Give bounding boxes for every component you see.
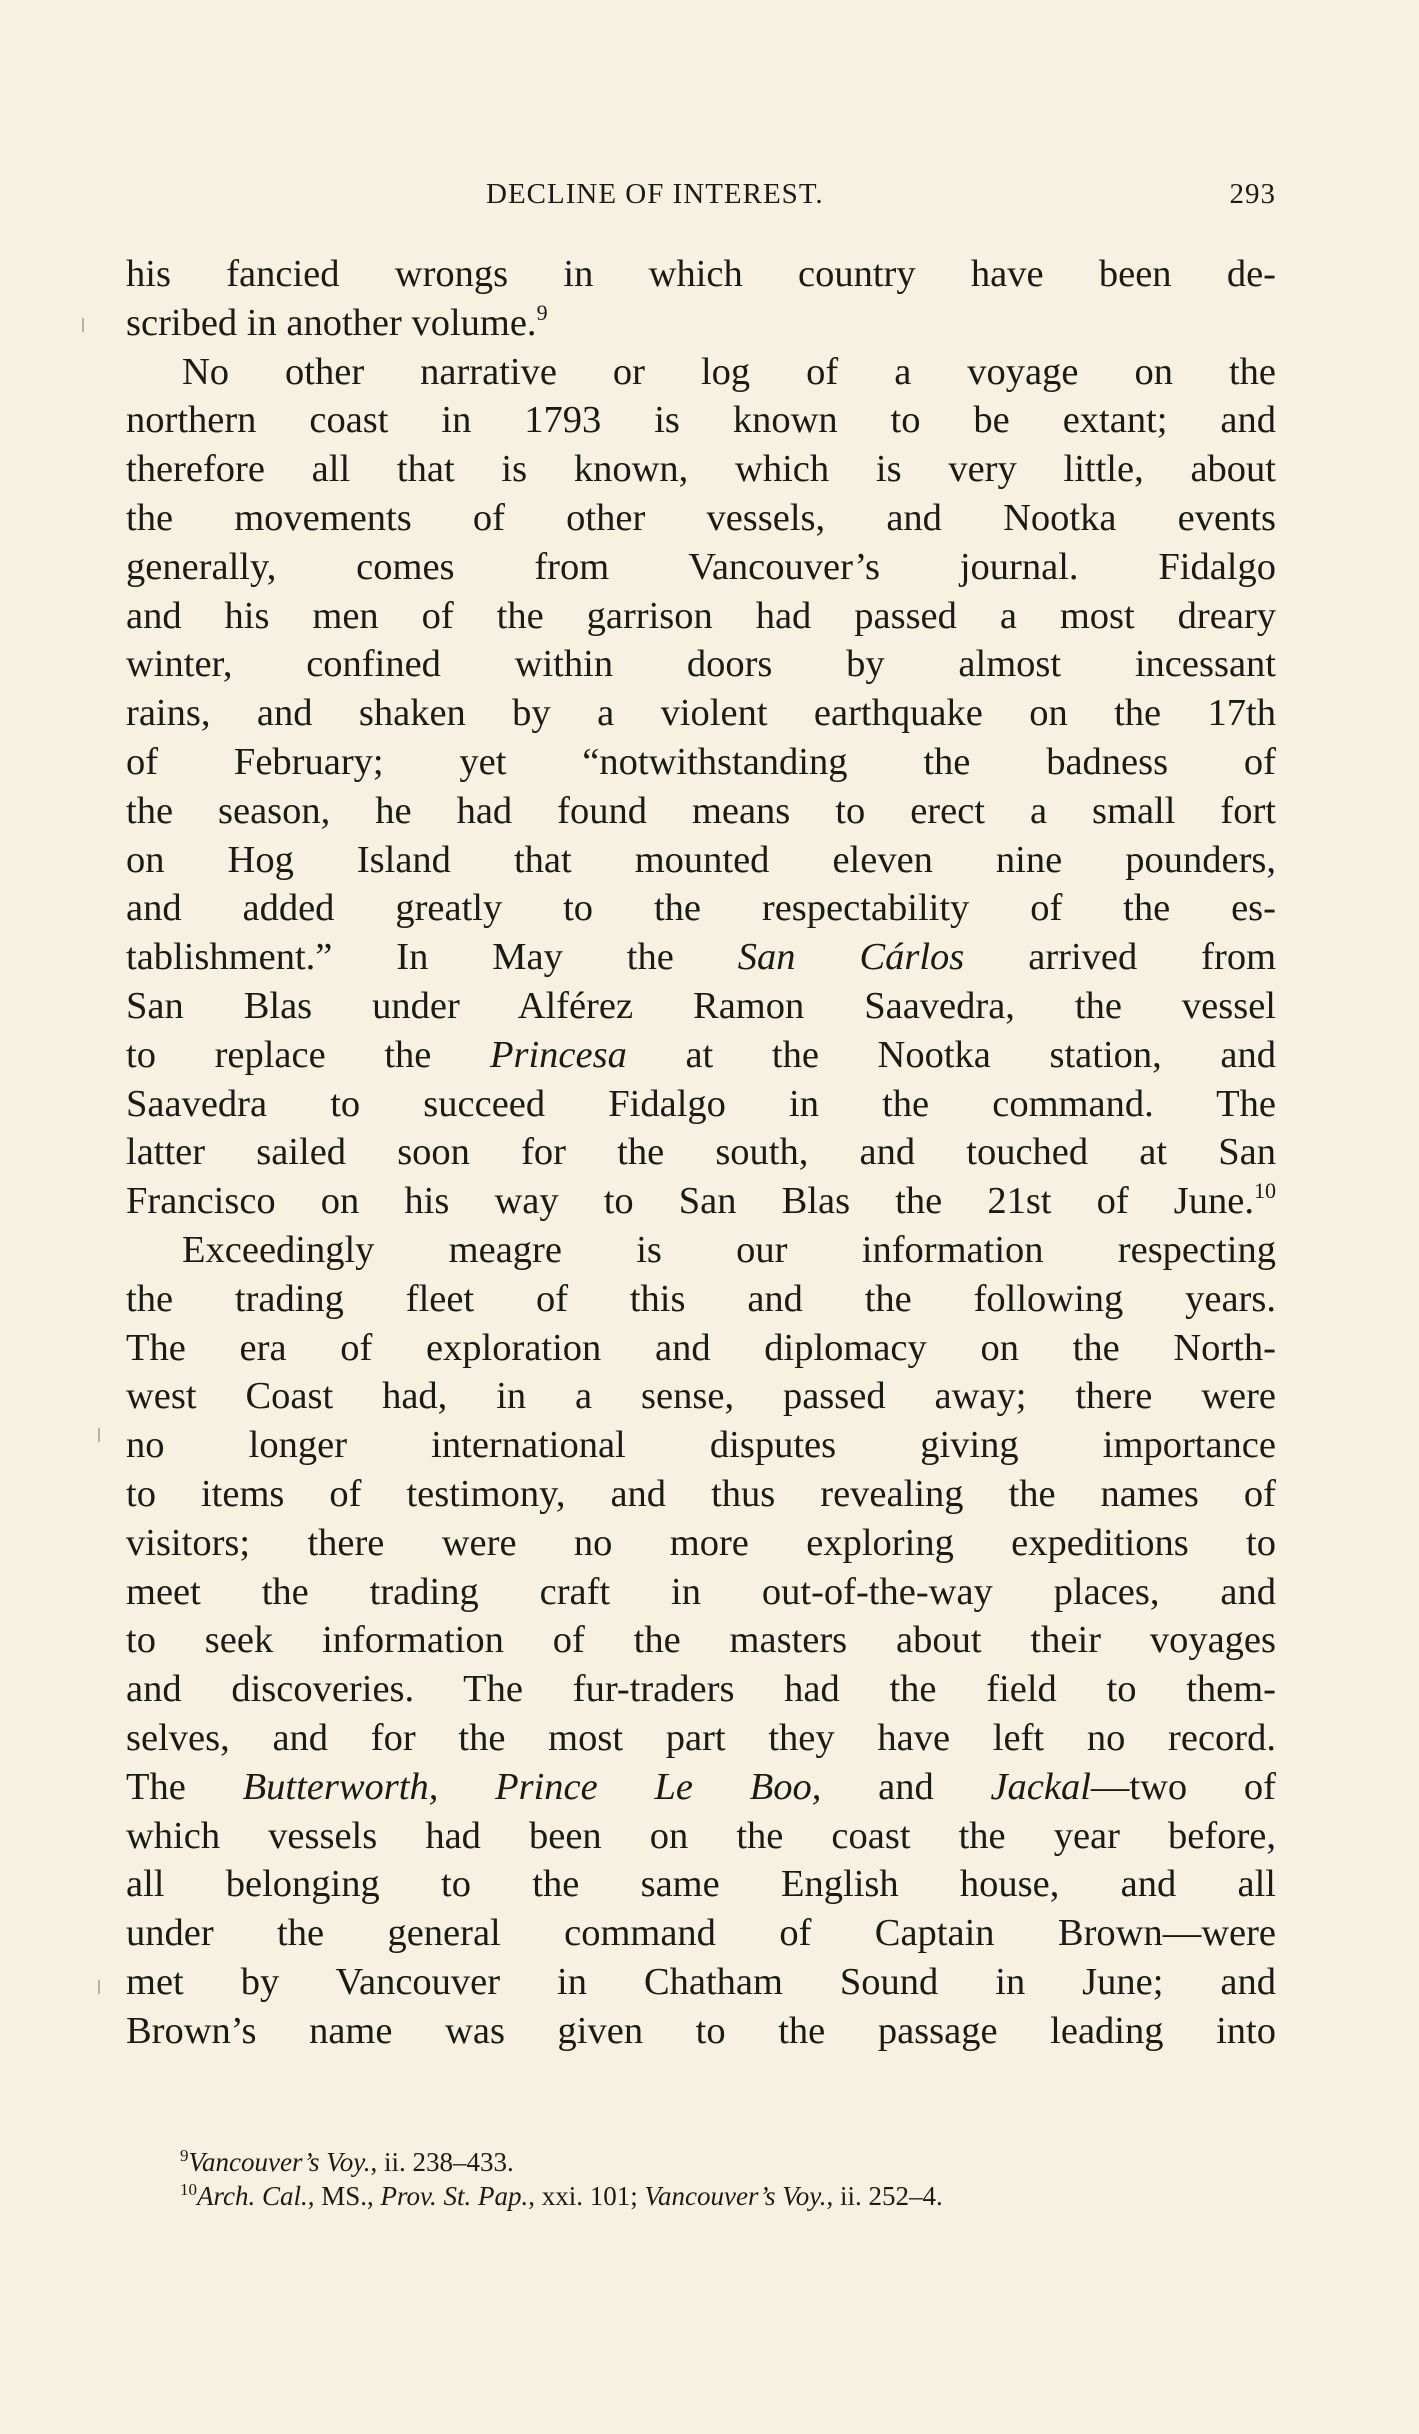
footnote-marker: 10 (1254, 1178, 1276, 1204)
text-run: at the Nootka station, and (626, 1033, 1276, 1076)
text-line (126, 250, 1276, 299)
text-line (126, 1080, 1276, 1129)
text-line (126, 1763, 1276, 1812)
text-run: on Hog Island that mounted eleven nine pounders, (126, 838, 1276, 881)
text-run: , ii. 252–4. (826, 2181, 943, 2211)
text-line (126, 836, 1276, 885)
text-line (126, 787, 1276, 836)
italic-text: Princesa (489, 1033, 627, 1076)
text-line (126, 1519, 1276, 1568)
footnote (180, 2145, 1180, 2179)
text-line (126, 640, 1276, 689)
text-line (126, 933, 1276, 982)
text-line (126, 1568, 1276, 1617)
margin-mark (98, 1980, 100, 1994)
text-line (126, 689, 1276, 738)
text-run: Saavedra to succeed Fidalgo in the command. The (126, 1082, 1276, 1125)
text-run: San Blas under Alférez Ramon Saavedra, the vessel (126, 984, 1276, 1027)
text-run: The (126, 1765, 243, 1808)
text-run: rains, and shaken by a violent earthquake on the 17th (126, 692, 1276, 735)
text-line (126, 1714, 1276, 1763)
text-run: visitors; there were no more exploring expeditions to (126, 1521, 1276, 1564)
page-number: 293 (1229, 178, 1276, 210)
text-line (126, 1177, 1276, 1226)
text-run: west Coast had, in a sense, passed away; there were (126, 1375, 1276, 1418)
text-run: no longer international disputes giving importance (126, 1424, 1276, 1467)
text-line (126, 1128, 1276, 1177)
text-run: northern coast in 1793 is known to be extant; and (126, 399, 1276, 442)
text-run: arrived from (964, 936, 1277, 979)
text-line (126, 1324, 1276, 1373)
italic-text: San Cárlos (737, 936, 965, 979)
text-line (126, 1616, 1276, 1665)
text-line (126, 1812, 1276, 1861)
text-run: meet the trading craft in out-of-the-way places, and (126, 1570, 1276, 1613)
text-run: selves, and for the most part they have left no record. (126, 1716, 1276, 1759)
text-line (126, 1470, 1276, 1519)
text-run: , ii. 238–433. (370, 2147, 514, 2177)
text-run: Exceedingly meagre is our information respecting (182, 1228, 1276, 1271)
text-line (126, 884, 1276, 933)
text-line (126, 1226, 1276, 1275)
text-run: and (821, 1765, 991, 1808)
text-run: met by Vancouver in Chatham Sound in June; and (126, 1960, 1276, 2003)
text-run: and added greatly to the respectability of the es- (126, 887, 1276, 930)
italic-text: Jackal (990, 1765, 1091, 1808)
italic-text: Vancouver’s Voy. (644, 2181, 827, 2211)
text-run: and his men of the garrison had passed a most dreary (126, 594, 1276, 637)
footnote-marker: 10 (180, 2180, 197, 2199)
text-line (126, 299, 1276, 348)
footnotes (180, 2145, 1180, 2213)
footnote-marker: 9 (180, 2146, 189, 2165)
text-run: winter, confined within doors by almost incessant (126, 643, 1276, 686)
text-line (126, 445, 1276, 494)
text-run: the trading fleet of this and the following years. (126, 1277, 1276, 1320)
footnote (180, 2179, 1180, 2213)
text-run: therefore all that is known, which is very little, about (126, 448, 1276, 491)
text-run: tablishment.” In May the (126, 936, 738, 979)
margin-mark (98, 1428, 100, 1442)
text-line (126, 1372, 1276, 1421)
italic-text: Butterworth, Prince Le Boo, (242, 1765, 822, 1808)
text-line (126, 543, 1276, 592)
text-run: his fancied wrongs in which country have been de- (126, 253, 1276, 295)
running-title: DECLINE OF INTEREST. (486, 178, 824, 210)
text-line (126, 396, 1276, 445)
margin-mark (82, 318, 84, 332)
text-run: and discoveries. The fur-traders had the field to them- (126, 1668, 1276, 1711)
text-run: Francisco on his way to San Blas the 21st of June. (126, 1180, 1254, 1223)
text-run: , MS., (307, 2181, 381, 2211)
text-line (126, 592, 1276, 641)
text-line (126, 1958, 1276, 2007)
text-line (126, 1275, 1276, 1324)
text-run: all belonging to the same English house, and all (126, 1863, 1276, 1906)
text-run: —two of (1090, 1765, 1276, 1808)
text-line (126, 1665, 1276, 1714)
text-line (126, 1031, 1276, 1080)
italic-text: Prov. St. Pap. (380, 2181, 529, 2211)
running-head (126, 178, 1276, 218)
italic-text: Arch. Cal. (197, 2181, 308, 2211)
text-line (126, 1909, 1276, 1958)
text-run: No other narrative or log of a voyage on the (182, 350, 1276, 393)
body-text (126, 250, 1276, 2055)
text-line (126, 1421, 1276, 1470)
text-run: Brown’s name was given to the passage leading into (126, 2009, 1276, 2052)
text-run: which vessels had been on the coast the year before, (126, 1814, 1276, 1857)
text-run: to seek information of the masters about their voyages (126, 1619, 1276, 1662)
text-run: of February; yet “notwithstanding the badness of (126, 740, 1276, 783)
text-run: latter sailed soon for the south, and touched at San (126, 1131, 1276, 1174)
text-run: generally, comes from Vancouver’s journal. Fidalgo (126, 545, 1276, 588)
italic-text: Vancouver’s Voy. (188, 2147, 371, 2177)
text-run: the movements of other vessels, and Nootka events (126, 496, 1276, 539)
text-run: the season, he had found means to erect a small fort (126, 789, 1276, 832)
text-run: to replace the (126, 1033, 490, 1076)
text-line (126, 1860, 1276, 1909)
text-line (126, 738, 1276, 787)
text-run: scribed in another volume. (126, 301, 537, 344)
text-run: , xxi. 101; (528, 2181, 645, 2211)
text-run: under the general command of Captain Brown—were (126, 1912, 1276, 1955)
text-line (126, 2007, 1276, 2056)
text-run: The era of exploration and diplomacy on the North- (126, 1326, 1276, 1369)
text-line (126, 494, 1276, 543)
text-run: to items of testimony, and thus revealing the names of (126, 1472, 1276, 1515)
text-line (126, 982, 1276, 1031)
text-line (126, 348, 1276, 397)
footnote-marker: 9 (536, 299, 548, 325)
